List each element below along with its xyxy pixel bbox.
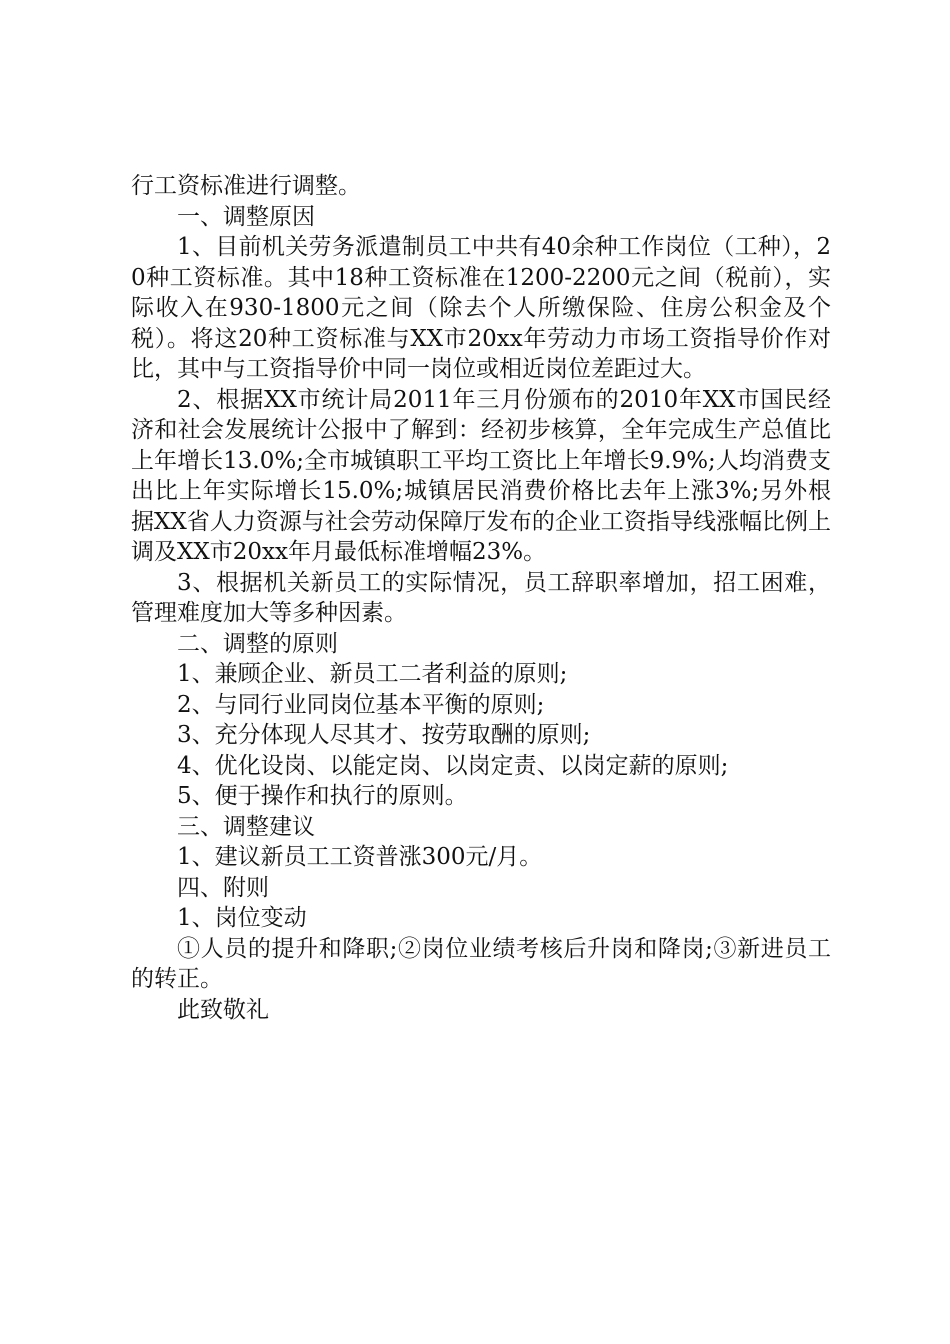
closing-salutation: 此致敬礼: [177, 996, 269, 1023]
reason-2-paragraph: 2、根据XX市统计局2011年三月份颁布的2010年XX市国民经济和社会发展统计公报中了解到：经初步核算，全年完成生产总值比上年增长13.0%;全市城镇职工平均工资比上年增长9.9%;人均消费支出比上年实际增长15.0%;城镇居民消费价格比去年上涨3%;另外根据XX省人力资源与社会劳动保障厅发布的企业工资指导线涨幅比例上调及XX市20xx年月最低标准增幅23%。: [131, 386, 831, 565]
reason-3-paragraph: 3、根据机关新员工的实际情况，员工辞职率增加，招工困难，管理难度加大等多种因素。: [131, 569, 831, 626]
reason-1-paragraph: 1、目前机关劳务派遣制员工中共有40余种工作岗位（工种），20种工资标准。其中18种工资标准在1200-2200元之间（税前），实际收入在930-1800元之间（除去个人所缴保险、住房公积金及个税）。将这20种工资标准与XX市20xx年劳动力市场工资指导价作对比，其中与工资指导价中同一岗位或相近岗位差距过大。: [131, 234, 831, 382]
section-heading-supplementary-provisions: 四、附则: [177, 874, 269, 901]
principle-3: 3、充分体现人尽其才、按劳取酬的原则;: [177, 722, 591, 748]
section-heading-adjustment-principles: 二、调整的原则: [177, 630, 338, 657]
section-heading-adjustment-reasons: 一、调整原因: [177, 203, 315, 230]
document-body: [131, 171, 831, 1025]
principle-5: 5、便于操作和执行的原则。: [177, 783, 468, 809]
principle-1: 1、兼顾企业、新员工二者利益的原则;: [177, 661, 568, 687]
provision-1-details: ①人员的提升和降职;②岗位业绩考核后升岗和降岗;③新进员工的转正。: [131, 935, 831, 992]
suggestion-1: 1、建议新员工工资普涨300元/月。: [177, 844, 543, 870]
section-heading-adjustment-suggestions: 三、调整建议: [177, 813, 315, 840]
provision-1-heading: 1、岗位变动: [177, 905, 307, 931]
paragraph-continuation: 行工资标准进行调整。: [131, 173, 361, 199]
principle-2: 2、与同行业同岗位基本平衡的原则;: [177, 691, 545, 718]
principle-4: 4、优化设岗、以能定岗、以岗定责、以岗定薪的原则;: [177, 752, 729, 779]
